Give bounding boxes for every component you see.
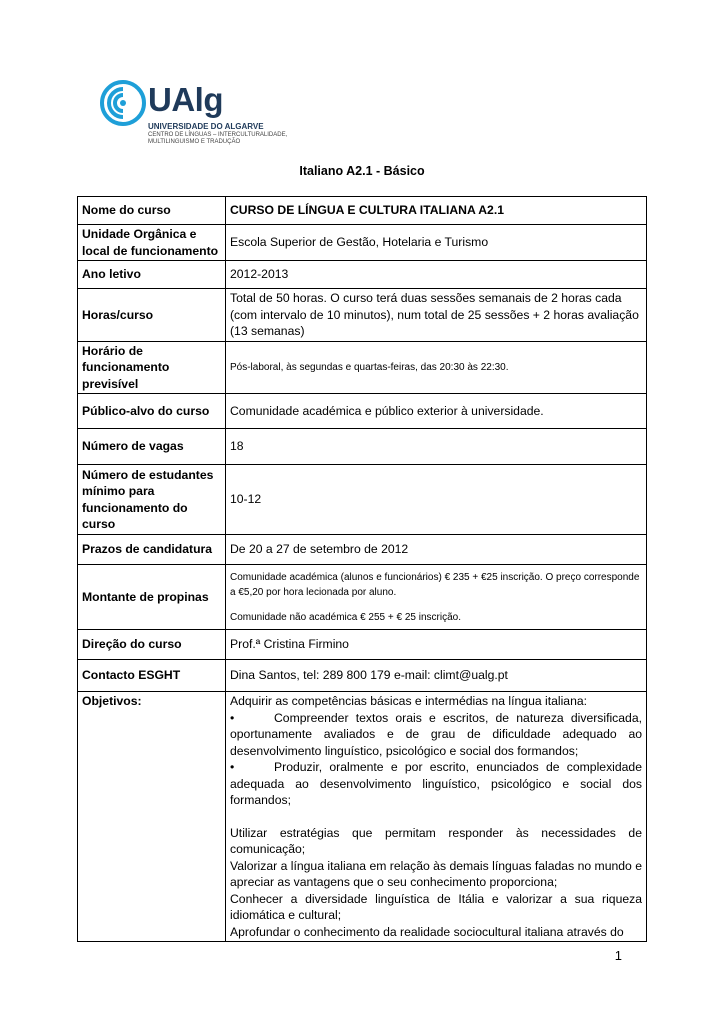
logo-center: CENTRO DE LÍNGUAS – INTERCULTURALIDADE, MULTILINGUISMO E TRADUÇÃO xyxy=(148,132,288,145)
row-label: Número de estudantes mínimo para funcionamento do curso xyxy=(78,465,226,535)
row-label: Unidade Orgânica e local de funcionamento xyxy=(78,225,226,261)
page-number: 1 xyxy=(614,948,622,963)
row-label: Montante de propinas xyxy=(78,565,226,630)
row-value xyxy=(226,565,647,630)
table-row xyxy=(78,429,647,465)
table-row xyxy=(78,341,647,394)
objetivos-bullet: • Compreender textos orais e escritos, de natureza diversificada, oportunamente avaliados e de grau de dificuldade adequado ao desenvolvimento linguístico, psicológico e social dos formandos; xyxy=(230,710,642,758)
table-row xyxy=(78,289,647,342)
objetivos-bullet: • Produzir, oralmente e por escrito, enunciados de complexidade adequada ao desenvolvimento linguístico, psicológico e social dos formandos; xyxy=(230,760,642,807)
row-value: Pós-laboral, às segundas e quartas-feiras, das 20:30 às 22:30. xyxy=(226,341,647,394)
row-value: 2012-2013 xyxy=(226,261,647,289)
logo-university: UNIVERSIDADE DO ALGARVE xyxy=(148,122,264,131)
table-row xyxy=(78,565,647,630)
propinas-line-1: Comunidade académica (alunos e funcionários) € 235 + €25 inscrição. O preço corresponde a €5,20 por hora lecionada por aluno. xyxy=(230,571,640,598)
row-label: Objetivos: xyxy=(78,692,226,942)
table-row xyxy=(78,225,647,261)
table-row xyxy=(78,261,647,289)
table-row xyxy=(78,692,647,942)
table-row xyxy=(78,535,647,565)
row-value: Escola Superior de Gestão, Hotelaria e Turismo xyxy=(226,225,647,261)
row-value: Prof.ª Cristina Firmino xyxy=(226,630,647,660)
table-row xyxy=(78,660,647,692)
row-label: Público-alvo do curso xyxy=(78,394,226,429)
logo-name: UAlg xyxy=(148,81,223,118)
table-row xyxy=(78,197,647,225)
row-label: Direção do curso xyxy=(78,630,226,660)
propinas-line-2: Comunidade não académica € 255 + € 25 inscrição. xyxy=(230,611,461,623)
row-label: Contacto ESGHT xyxy=(78,660,226,692)
table-row xyxy=(78,630,647,660)
row-value: CURSO DE LÍNGUA E CULTURA ITALIANA A2.1 xyxy=(226,197,647,225)
row-value xyxy=(226,692,647,942)
objetivos-paragraph: Aprofundar o conhecimento da realidade sociocultural italiana através do xyxy=(230,924,624,939)
row-label: Prazos de candidatura xyxy=(78,535,226,565)
row-value: Dina Santos, tel: 289 800 179 e-mail: climt@ualg.pt xyxy=(226,660,647,692)
table-row xyxy=(78,465,647,535)
objetivos-intro: Adquirir as competências básicas e intermédias na língua italiana: xyxy=(230,694,588,708)
ualg-logo xyxy=(100,80,300,152)
ualg-logo-mark-icon xyxy=(100,80,146,126)
course-info-table xyxy=(77,196,647,942)
table-row xyxy=(78,394,647,429)
objetivos-paragraph: Valorizar a língua italiana em relação às demais línguas faladas no mundo e apreciar as vantagens que o seu conhecimento proporciona; xyxy=(230,858,642,889)
row-value: 18 xyxy=(226,429,647,465)
objetivos-paragraph: Utilizar estratégias que permitam responder às necessidades de comunicação; xyxy=(230,825,642,856)
document-title: Italiano A2.1 - Básico xyxy=(299,164,425,178)
objetivos-paragraph: Conhecer a diversidade linguística de Itália e valorizar a sua riqueza idiomática e cultural; xyxy=(230,891,642,922)
row-value: Total de 50 horas. O curso terá duas sessões semanais de 2 horas cada (com intervalo de 10 minutos), num total de 25 sessões + 2 horas avaliação (13 semanas) xyxy=(226,289,647,342)
row-value: 10-12 xyxy=(226,465,647,535)
row-value: De 20 a 27 de setembro de 2012 xyxy=(226,535,647,565)
row-value: Comunidade académica e público exterior à universidade. xyxy=(226,394,647,429)
row-label: Número de vagas xyxy=(78,429,226,465)
row-label: Horário de funcionamento previsível xyxy=(78,341,226,394)
row-label: Ano letivo xyxy=(78,261,226,289)
row-label: Horas/curso xyxy=(78,289,226,342)
row-label: Nome do curso xyxy=(78,197,226,225)
